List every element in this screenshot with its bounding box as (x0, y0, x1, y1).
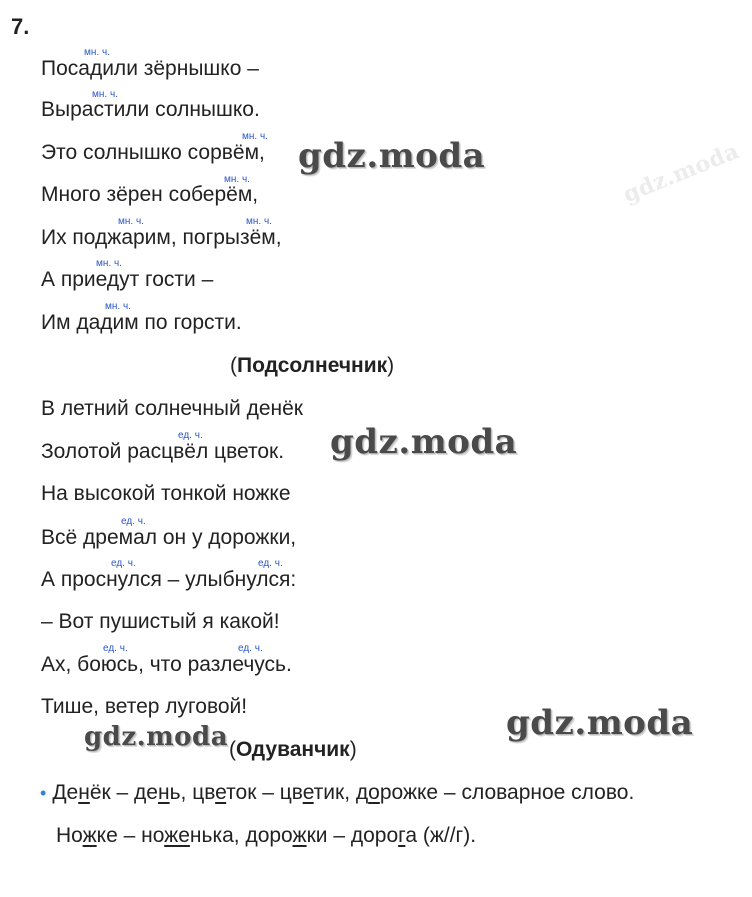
poem-line: А проснулся – улыбнулся: (41, 568, 297, 591)
grammar-note: мн. ч. (118, 216, 144, 227)
poem-line: Всё дремал он у дорожки, (41, 526, 297, 549)
underlined-letter: ж (292, 824, 307, 847)
poem-line: – Вот пушистый я какой! (41, 610, 280, 633)
riddle-answer: (Подсолнечник) (230, 354, 395, 377)
grammar-note: ед. ч. (178, 430, 203, 441)
grammar-note: мн. ч. (242, 131, 268, 142)
poem-line: Ах, боюсь, что разлечусь. (41, 653, 292, 676)
underlined-letter: н (157, 781, 170, 804)
poem-line: На высокой тонкой ножке (41, 482, 291, 505)
watermark: gdz.moda (84, 722, 229, 752)
poem-line: Это солнышко сорвём, (41, 141, 265, 164)
text-segment: ёк – де (89, 781, 158, 804)
text-segment: рожке – словарное слово. (379, 781, 635, 804)
poem-line: Их поджарим, погрызём, (41, 226, 282, 249)
text-segment: ток – цв (226, 781, 303, 804)
grammar-note: ед. ч. (258, 558, 283, 569)
watermark: gdz.moda (506, 703, 694, 743)
underlined-letter: о (368, 781, 380, 804)
explanation-line-1 (40, 780, 634, 806)
poem-line: Много зёрен соберём, (41, 183, 259, 206)
watermark-faint: gdz.moda (619, 137, 743, 209)
underlined-letter: г (398, 824, 406, 847)
poem-line: Им дадим по горсти. (41, 311, 242, 334)
text-segment: ки – доро (306, 824, 399, 847)
underlined-letter: же (164, 824, 190, 847)
bullet-icon: • (40, 783, 47, 803)
grammar-note: мн. ч. (96, 258, 122, 269)
grammar-note: ед. ч. (111, 558, 136, 569)
watermark: gdz.moda (330, 422, 518, 462)
poem-line: Посадили зёрнышко – (41, 57, 259, 80)
text-segment: ь, цв (169, 781, 216, 804)
text-segment: ке – но (96, 824, 165, 847)
grammar-note: мн. ч. (92, 89, 118, 100)
grammar-note: ед. ч. (238, 643, 263, 654)
grammar-note: ед. ч. (121, 516, 146, 527)
poem-line: Золотой расцвёл цветок. (41, 440, 285, 463)
underlined-letter: н (78, 781, 90, 804)
text-segment: Но (56, 824, 83, 847)
grammar-note: мн. ч. (246, 216, 272, 227)
poem-line: А приедут гости – (41, 268, 214, 291)
explanation-line-2 (56, 823, 476, 849)
watermark: gdz.moda (298, 136, 486, 176)
grammar-note: мн. ч. (84, 47, 110, 58)
underlined-letter: е (302, 781, 314, 804)
underlined-letter: е (215, 781, 227, 804)
text-segment: нька, доро (189, 824, 293, 847)
text-segment: а (ж//г). (405, 824, 477, 847)
poem-line: В летний солнечный денёк (41, 397, 303, 420)
grammar-note: ед. ч. (103, 643, 128, 654)
text-segment: тик, д (313, 781, 369, 804)
poem-line: Тише, ветер луговой! (41, 695, 248, 718)
grammar-note: мн. ч. (105, 301, 131, 312)
grammar-note: мн. ч. (224, 174, 250, 185)
underlined-letter: ж (82, 824, 97, 847)
text-segment: Де (52, 781, 79, 804)
poem-line: Вырастили солнышко. (41, 98, 260, 121)
task-number: 7. (11, 14, 30, 39)
riddle-answer: (Одуванчик) (229, 738, 357, 761)
